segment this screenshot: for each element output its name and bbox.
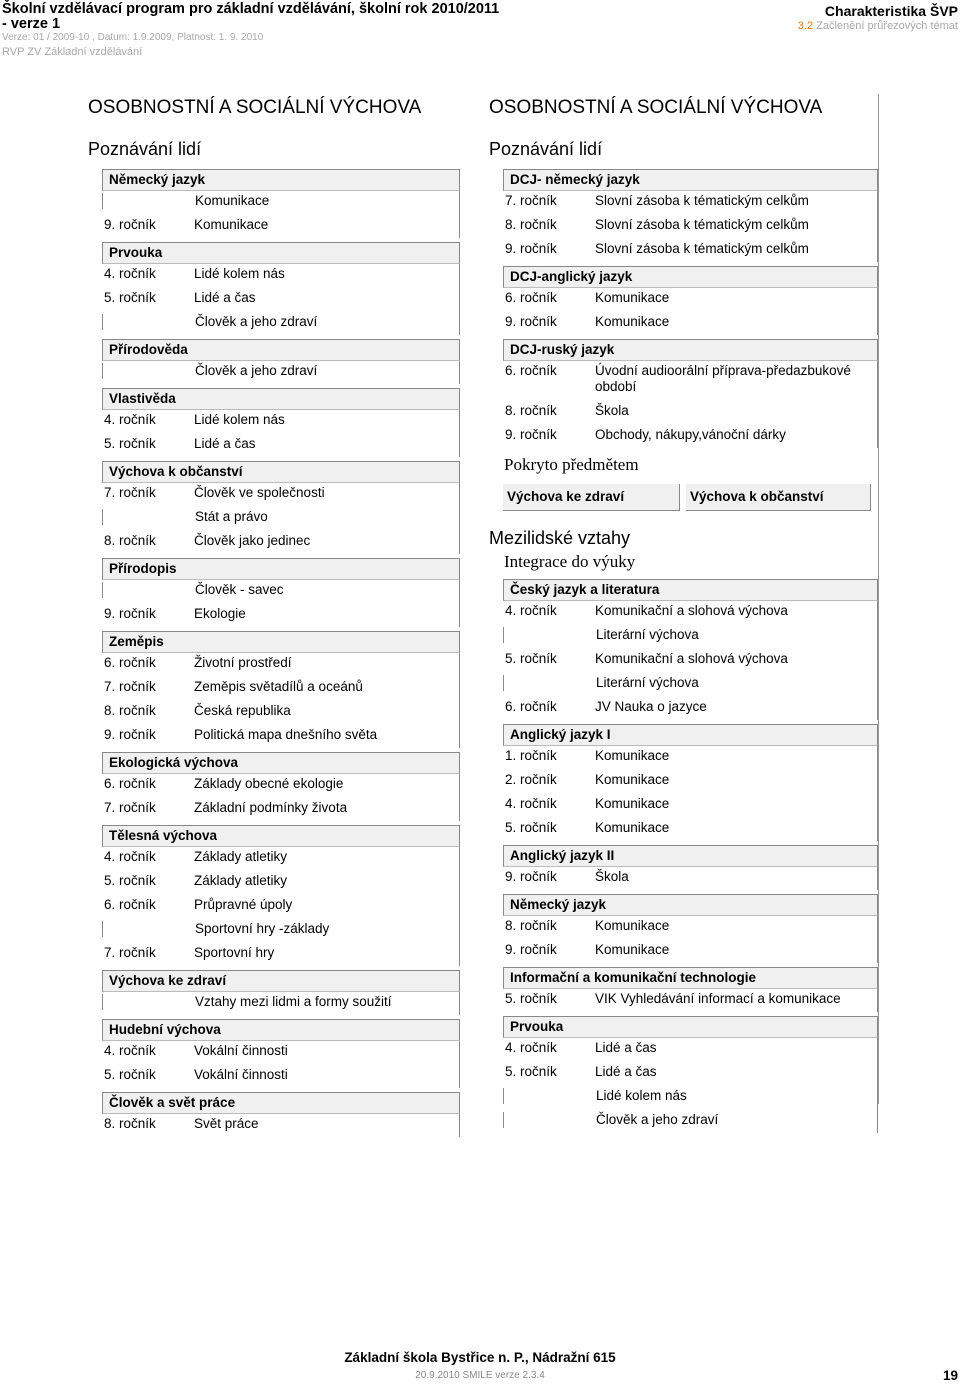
table-row <box>102 676 460 700</box>
grade-cell: 1. ročník <box>505 748 557 763</box>
table-row <box>102 774 460 797</box>
table-row <box>102 1041 460 1064</box>
topic-cell: Komunikační a slohová výchova <box>595 603 788 618</box>
grade-cell: 6. ročník <box>104 655 156 670</box>
subject-title: Anglický jazyk II <box>503 845 878 867</box>
section-title: Charakteristika ŠVP <box>824 3 958 19</box>
subject-block <box>102 169 460 238</box>
topic-cell: Lidé a čas <box>194 436 256 451</box>
right-column <box>489 94 879 1127</box>
subject-title: Výchova ke zdraví <box>102 970 460 992</box>
table-row <box>503 916 878 939</box>
table-row <box>102 942 460 966</box>
subject-block <box>503 724 878 841</box>
table-row <box>503 989 878 1012</box>
grade-cell: 5. ročník <box>505 991 557 1006</box>
topic-cell: Lidé a čas <box>194 290 256 305</box>
grade-cell: 8. ročník <box>505 217 557 232</box>
table-row <box>102 1114 460 1137</box>
integrace-heading: Integrace do výuky <box>504 552 636 571</box>
grade-cell: 7. ročník <box>104 800 156 815</box>
table-row <box>102 410 460 433</box>
subject-block <box>102 825 460 966</box>
table-row <box>102 580 460 603</box>
subject-block <box>503 894 878 963</box>
subject-block <box>102 631 460 748</box>
topic-cell: Základy obecné ekologie <box>194 776 344 791</box>
subject-title: Německý jazyk <box>102 169 460 191</box>
cross-subject-2: Výchova k občanství <box>686 484 871 511</box>
table-row <box>503 1061 878 1085</box>
table-row <box>503 817 878 841</box>
subject-title: Výchova k občanství <box>102 461 460 483</box>
topic-cell: Lidé kolem nás <box>596 1088 687 1103</box>
subject-title: Prvouka <box>102 242 460 264</box>
topic-cell: Komunikace <box>595 748 670 763</box>
topic-cell: Průpravné úpoly <box>194 897 293 912</box>
grade-cell: 5. ročník <box>505 820 557 835</box>
topic-cell: Sportovní hry -základy <box>195 921 330 936</box>
left-column <box>88 94 460 1141</box>
topic-cell: Politická mapa dnešního světa <box>194 727 378 742</box>
table-row <box>102 506 460 530</box>
subject-title: Ekologická výchova <box>102 752 460 774</box>
table-row <box>503 1109 878 1133</box>
topic-cell: Komunikace <box>595 314 670 329</box>
topic-cell: Člověk jako jedinec <box>194 533 311 548</box>
left-subject-list <box>88 169 460 1137</box>
grade-cell: 4. ročník <box>505 603 557 618</box>
table-row <box>102 724 460 748</box>
topic-cell: Komunikace <box>194 217 269 232</box>
subject-title: Německý jazyk <box>503 894 878 916</box>
table-row <box>503 746 878 769</box>
document-title-version: - verze 1 <box>2 16 61 32</box>
subject-block <box>503 1016 878 1133</box>
grade-cell: 9. ročník <box>505 869 557 884</box>
subject-block <box>503 169 878 262</box>
cross-subjects <box>503 484 878 511</box>
grade-cell: 7. ročník <box>104 945 156 960</box>
table-row <box>102 847 460 870</box>
topic-cell: Úvodní audioorální příprava-předazbukové období <box>595 363 851 394</box>
topic-cell: Komunikace <box>595 772 670 787</box>
subject-title: Informační a komunikační technologie <box>503 967 878 989</box>
table-row <box>503 311 878 335</box>
table-row <box>102 433 460 457</box>
section-subtitle <box>798 20 958 32</box>
document-title: Školní vzdělávací program pro základní vzdělávání, školní rok 2010/2011 <box>2 1 500 17</box>
table-row <box>503 624 878 648</box>
grade-cell: 5. ročník <box>505 1064 557 1079</box>
grade-cell: 9. ročník <box>104 727 156 742</box>
right-subject-list-2 <box>489 579 878 1133</box>
grade-cell <box>503 675 596 691</box>
grade-cell: 5. ročník <box>505 651 557 666</box>
topic-cell: Komunikace <box>595 820 670 835</box>
grade-cell: 4. ročník <box>104 266 156 281</box>
topic-cell: Člověk a jeho zdraví <box>195 314 318 329</box>
topic-cell: Literární výchova <box>596 675 699 690</box>
grade-cell: 4. ročník <box>104 412 156 427</box>
left-heading: OSOBNOSTNÍ A SOCIÁLNÍ VÝCHOVA <box>88 97 422 118</box>
section-subtitle-text: Začlenění průřezových témat <box>816 20 958 32</box>
subject-block <box>102 461 460 554</box>
subject-block <box>102 1092 460 1137</box>
table-row <box>503 672 878 696</box>
subject-block <box>503 967 878 1012</box>
subject-block <box>503 339 878 448</box>
table-row <box>102 287 460 311</box>
footer-school: Základní škola Bystřice n. P., Nádražní 615 <box>344 1350 616 1365</box>
grade-cell <box>503 1088 596 1104</box>
grade-cell: 6. ročník <box>104 776 156 791</box>
right-heading: OSOBNOSTNÍ A SOCIÁLNÍ VÝCHOVA <box>489 97 823 118</box>
topic-cell: Vokální činnosti <box>194 1067 288 1082</box>
topic-cell: Ekologie <box>194 606 246 621</box>
subject-title: Anglický jazyk I <box>503 724 878 746</box>
grade-cell: 4. ročník <box>505 796 557 811</box>
topic-cell: Lidé a čas <box>595 1064 657 1079</box>
table-row <box>102 191 460 214</box>
topic-cell: Životní prostředí <box>194 655 292 670</box>
topic-cell: JV Nauka o jazyce <box>595 699 707 714</box>
grade-cell: 5. ročník <box>104 873 156 888</box>
grade-cell <box>503 627 596 643</box>
right-subheading: Poznávání lidí <box>489 139 603 159</box>
table-row <box>503 769 878 793</box>
grade-cell <box>102 994 195 1010</box>
grade-cell <box>503 1112 596 1128</box>
subject-block <box>503 845 878 890</box>
grade-cell: 8. ročník <box>505 403 557 418</box>
grade-cell: 9. ročník <box>104 217 156 232</box>
right-subject-list <box>489 169 878 448</box>
topic-cell: Slovní zásoba k tématickým celkům <box>595 217 809 232</box>
subject-block <box>102 1019 460 1088</box>
topic-cell: Komunikace <box>195 193 270 208</box>
topic-cell: Základní podmínky života <box>194 800 348 815</box>
grade-cell: 4. ročník <box>104 849 156 864</box>
grade-cell <box>102 509 195 525</box>
table-row <box>503 214 878 238</box>
table-row <box>102 311 460 335</box>
table-row <box>503 696 878 720</box>
topic-cell: Komunikace <box>595 796 670 811</box>
table-row <box>102 797 460 821</box>
subject-block <box>102 970 460 1015</box>
topic-cell: Člověk a jeho zdraví <box>195 363 318 378</box>
grade-cell: 6. ročník <box>505 363 557 378</box>
table-row <box>503 238 878 262</box>
grade-cell: 9. ročník <box>505 241 557 256</box>
grade-cell: 5. ročník <box>104 1067 156 1082</box>
page-number: 19 <box>942 1368 958 1383</box>
cross-subject-1: Výchova ke zdraví <box>503 484 680 511</box>
topic-cell: VIK Vyhledávání informací a komunikace <box>595 991 841 1006</box>
subject-title: Hudební výchova <box>102 1019 460 1041</box>
table-row <box>503 1085 878 1109</box>
subject-title: Prvouka <box>503 1016 878 1038</box>
topic-cell: Svět práce <box>194 1116 259 1131</box>
topic-cell: Stát a právo <box>195 509 268 524</box>
subject-title: Člověk a svět práce <box>102 1092 460 1114</box>
subject-block <box>102 752 460 821</box>
table-row <box>102 361 460 384</box>
topic-cell: Člověk - savec <box>195 582 284 597</box>
subject-title: Přírodověda <box>102 339 460 361</box>
topic-cell: Literární výchova <box>596 627 699 642</box>
table-row <box>102 214 460 238</box>
topic-cell: Základy atletiky <box>194 849 288 864</box>
topic-cell: Škola <box>595 869 629 884</box>
grade-cell: 2. ročník <box>505 772 557 787</box>
table-row <box>503 793 878 817</box>
grade-cell: 5. ročník <box>104 436 156 451</box>
rvp-label: RVP ZV Základní vzdělávání <box>2 46 143 58</box>
topic-cell: Člověk ve společnosti <box>194 485 325 500</box>
topic-cell: Komunikační a slohová výchova <box>595 651 788 666</box>
table-row <box>102 700 460 724</box>
grade-cell: 6. ročník <box>505 290 557 305</box>
topic-cell: Komunikace <box>595 942 670 957</box>
subject-title: Vlastivěda <box>102 388 460 410</box>
topic-cell: Vokální činnosti <box>194 1043 288 1058</box>
table-row <box>503 424 878 448</box>
topic-cell: Základy atletiky <box>194 873 288 888</box>
topic-cell: Sportovní hry <box>194 945 275 960</box>
table-row <box>503 288 878 311</box>
grade-cell <box>102 582 195 598</box>
version-info: Verze: 01 / 2009-10 , Datum: 1.9.2009, Platnost: 1. 9. 2010 <box>2 32 264 43</box>
grade-cell: 9. ročník <box>505 314 557 329</box>
right-heading-2: Mezilidské vztahy <box>489 528 631 548</box>
subject-block <box>503 579 878 720</box>
topic-cell: Obchody, nákupy,vánoční dárky <box>595 427 786 442</box>
grade-cell: 4. ročník <box>104 1043 156 1058</box>
grade-cell: 9. ročník <box>104 606 156 621</box>
topic-cell: Komunikace <box>595 918 670 933</box>
table-row <box>102 530 460 554</box>
subject-title: DCJ-ruský jazyk <box>503 339 878 361</box>
subject-title: Český jazyk a literatura <box>503 579 878 601</box>
topic-cell: Komunikace <box>595 290 670 305</box>
topic-cell: Česká republika <box>194 703 291 718</box>
topic-cell: Slovní zásoba k tématickým celkům <box>595 241 809 256</box>
subject-block <box>503 266 878 335</box>
subject-block <box>102 388 460 457</box>
left-subheading: Poznávání lidí <box>88 139 202 159</box>
grade-cell: 7. ročník <box>104 679 156 694</box>
grade-cell: 6. ročník <box>505 699 557 714</box>
table-row <box>102 483 460 506</box>
subject-title: Tělesná výchova <box>102 825 460 847</box>
grade-cell: 6. ročník <box>104 897 156 912</box>
topic-cell: Lidé a čas <box>595 1040 657 1055</box>
footer-software: 20.9.2010 SMILE verze 2.3.4 <box>415 1370 545 1381</box>
table-row <box>503 400 878 424</box>
topic-cell: Slovní zásoba k tématickým celkům <box>595 193 809 208</box>
table-row <box>503 191 878 214</box>
grade-cell: 9. ročník <box>505 427 557 442</box>
grade-cell: 8. ročník <box>104 1116 156 1131</box>
grade-cell <box>102 314 195 330</box>
grade-cell: 8. ročník <box>505 918 557 933</box>
topic-cell: Zeměpis světadílů a oceánů <box>194 679 363 694</box>
table-row <box>503 939 878 963</box>
subject-title: DCJ-anglický jazyk <box>503 266 878 288</box>
subject-block <box>102 339 460 384</box>
grade-cell: 9. ročník <box>505 942 557 957</box>
grade-cell: 8. ročník <box>104 703 156 718</box>
cross-heading: Pokryto předmětem <box>504 455 639 474</box>
grade-cell: 4. ročník <box>505 1040 557 1055</box>
table-row <box>503 361 878 400</box>
grade-cell <box>102 193 195 209</box>
table-row <box>503 867 878 890</box>
table-row <box>102 1064 460 1088</box>
table-row <box>503 601 878 624</box>
subject-block <box>102 558 460 627</box>
subject-block <box>102 242 460 335</box>
table-row <box>102 918 460 942</box>
subject-title: DCJ- německý jazyk <box>503 169 878 191</box>
table-row <box>503 1038 878 1061</box>
topic-cell: Člověk a jeho zdraví <box>596 1112 719 1127</box>
topic-cell: Škola <box>595 403 629 418</box>
table-row <box>102 653 460 676</box>
section-number: 3.2 <box>797 20 814 32</box>
table-row <box>102 992 460 1015</box>
grade-cell: 7. ročník <box>505 193 557 208</box>
subject-title: Zeměpis <box>102 631 460 653</box>
topic-cell: Lidé kolem nás <box>194 412 285 427</box>
grade-cell: 8. ročník <box>104 533 156 548</box>
table-row <box>102 870 460 894</box>
table-row <box>503 648 878 672</box>
table-row <box>102 264 460 287</box>
table-row <box>102 894 460 918</box>
grade-cell: 5. ročník <box>104 290 156 305</box>
topic-cell: Lidé kolem nás <box>194 266 285 281</box>
topic-cell: Vztahy mezi lidmi a formy soužití <box>195 994 392 1009</box>
subject-title: Přírodopis <box>102 558 460 580</box>
grade-cell: 7. ročník <box>104 485 156 500</box>
table-row <box>102 603 460 627</box>
grade-cell <box>102 363 195 379</box>
grade-cell <box>102 921 195 937</box>
